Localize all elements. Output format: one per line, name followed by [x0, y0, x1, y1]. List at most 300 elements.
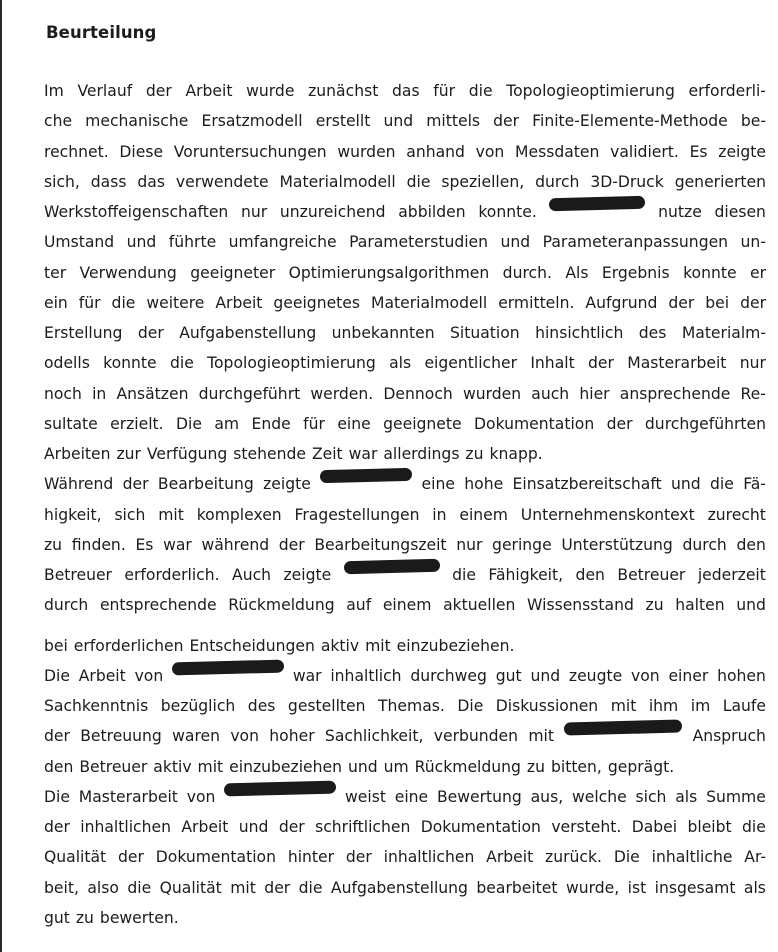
word: aktuellen	[443, 596, 516, 615]
word: geeigneter	[190, 263, 276, 282]
word: sich	[114, 505, 146, 524]
text-line	[44, 167, 766, 197]
word: welche	[571, 787, 627, 806]
word: die	[742, 818, 766, 836]
word: Auch	[232, 566, 272, 584]
word: eine	[337, 414, 371, 433]
word: das	[137, 172, 165, 191]
word: konnte	[683, 263, 737, 282]
word: durch	[535, 172, 580, 191]
word: zur	[116, 445, 141, 463]
word: zeigte	[718, 142, 766, 161]
word: ein	[44, 293, 68, 312]
text-line	[44, 812, 766, 842]
text-line	[44, 500, 766, 530]
word: und	[238, 818, 269, 836]
word: der	[44, 818, 70, 836]
word: erforderli-	[688, 82, 766, 100]
word: und	[736, 596, 766, 615]
word: Fä-	[743, 475, 766, 494]
word: die	[127, 878, 152, 897]
word: konnte.	[478, 203, 537, 221]
word: Im	[44, 82, 64, 100]
word: Entscheidungen	[189, 636, 315, 655]
word: von	[630, 666, 660, 685]
word: inhaltlichen	[80, 818, 171, 836]
word: mit	[528, 727, 554, 746]
word: Die	[613, 848, 640, 867]
word: zurück.	[545, 848, 602, 867]
word: und	[671, 475, 701, 494]
word: entsprechende	[99, 596, 217, 615]
word: als	[675, 787, 698, 806]
text-line	[44, 842, 766, 872]
word: den	[575, 566, 605, 584]
word: bezüglich	[160, 697, 236, 715]
word: der	[278, 818, 305, 836]
redaction-mark	[224, 780, 336, 796]
word: geeignete	[383, 414, 462, 433]
word: durch	[682, 535, 727, 554]
word: Ende	[251, 414, 291, 433]
word: Finite-Elemente-Methode	[532, 112, 728, 131]
word: anhand	[406, 142, 465, 161]
word: Ar-	[744, 848, 766, 867]
word: halten	[675, 596, 725, 615]
word: hinter	[287, 848, 335, 867]
text-line	[44, 318, 766, 348]
word: Verwendung	[79, 263, 177, 282]
text-line	[44, 439, 766, 469]
text-line	[44, 348, 766, 378]
text-line	[44, 721, 766, 751]
word: und	[347, 757, 378, 776]
word: weist	[345, 787, 386, 806]
word: Fragestellungen	[294, 505, 420, 524]
word: die	[710, 475, 734, 494]
text-line	[44, 631, 766, 661]
word: werden.	[310, 384, 374, 403]
word: erzielt.	[110, 414, 164, 433]
word: 3D-Druck	[590, 172, 664, 191]
word: be-	[740, 112, 766, 131]
word: die	[298, 878, 323, 897]
word: also	[87, 878, 119, 897]
word: diesen	[714, 203, 766, 221]
word: sich,	[44, 172, 80, 191]
word: Materialm-	[681, 324, 766, 342]
word: rechnet.	[44, 142, 109, 161]
word: für	[303, 414, 325, 433]
word: der	[345, 848, 372, 867]
word: hier	[579, 384, 610, 403]
word: mit	[197, 757, 224, 776]
word: für	[433, 82, 456, 100]
word: stehende	[233, 445, 306, 463]
word: der	[145, 82, 172, 100]
word: Diese	[119, 142, 164, 161]
word: Bearbeitung	[157, 475, 254, 494]
scan-edge	[0, 0, 2, 952]
word: in	[92, 384, 107, 403]
word: sultate	[44, 414, 98, 433]
word: mit	[158, 505, 184, 524]
word: die	[468, 82, 493, 100]
word: waren	[172, 727, 221, 746]
word: Dokumentation	[155, 848, 276, 867]
word: che	[44, 112, 73, 131]
word: Verfügung	[146, 445, 228, 463]
word: der	[493, 112, 520, 131]
word: Die	[44, 787, 70, 806]
word: Ersatzmodell	[201, 112, 303, 131]
word: un-	[740, 233, 766, 252]
word: zu	[44, 535, 63, 554]
word: Parameteranpassungen	[542, 233, 729, 252]
text-line	[44, 76, 766, 106]
word: insgesamt	[654, 878, 736, 897]
word: mechanische	[85, 112, 189, 131]
word: für	[78, 293, 101, 312]
assessment-text	[44, 76, 766, 933]
word: einer	[668, 666, 709, 685]
word: nur	[456, 535, 483, 554]
word: durchweg	[410, 666, 487, 685]
word: Re-	[740, 384, 766, 403]
word: zurecht	[707, 505, 766, 524]
word: war	[163, 535, 192, 554]
word: der	[122, 475, 149, 494]
word: generierten	[674, 172, 766, 191]
text-line	[44, 379, 766, 409]
word: führte	[168, 233, 217, 252]
word: die	[406, 172, 431, 191]
word: allerdings	[383, 445, 460, 463]
word: zeigte	[263, 475, 311, 494]
word: umfangreiche	[228, 233, 337, 252]
word: der	[278, 535, 305, 554]
word: einzubeziehen.	[396, 636, 515, 655]
word: des	[638, 324, 667, 342]
word: Masterarbeit	[627, 354, 727, 373]
word: Dabei	[631, 818, 678, 836]
word: der	[137, 324, 164, 342]
word: bei	[705, 293, 730, 312]
word: Aufgabenstellung	[330, 878, 468, 897]
word: Topologieoptimierung	[506, 82, 675, 100]
redaction-mark	[564, 720, 682, 736]
word: Werkstoffeigenschaften	[44, 203, 229, 221]
word: den	[736, 535, 766, 554]
word: die	[169, 354, 194, 373]
word: Inhalt	[530, 354, 575, 373]
word: er	[749, 263, 766, 282]
word: die	[452, 566, 476, 584]
word: mittels	[426, 112, 481, 131]
word: mit	[365, 636, 391, 655]
word: Dokumentation	[420, 818, 541, 836]
word: Dennoch	[383, 384, 453, 403]
word: als	[389, 354, 412, 373]
word: mit	[610, 697, 637, 715]
word: Parameterstudien	[349, 233, 489, 252]
word: Summe	[706, 787, 766, 806]
word: durchgeführt	[198, 384, 301, 403]
word: finden.	[71, 535, 126, 554]
word: Fähigkeit,	[488, 566, 564, 584]
word: beit,	[44, 878, 79, 897]
word: bitten,	[550, 757, 602, 776]
redaction-mark	[320, 468, 412, 483]
word: Rückmeldung	[414, 757, 521, 776]
word: knapp.	[489, 445, 543, 463]
word: aktiv	[153, 757, 192, 776]
text-line	[44, 106, 766, 136]
word: Rückmeldung	[228, 596, 335, 615]
word: einem	[459, 505, 508, 524]
word: inhaltlich	[330, 666, 402, 685]
word: erforderlich.	[124, 566, 220, 584]
text-line	[44, 661, 766, 691]
word: weitere	[146, 293, 205, 312]
word: und	[383, 112, 414, 131]
word: inhaltliche	[651, 848, 733, 867]
word: Die	[457, 697, 484, 715]
word: Voruntersuchungen	[173, 142, 327, 161]
word: unzureichend	[279, 203, 386, 221]
word: mit	[230, 878, 256, 897]
word: Topologieoptimierung	[207, 354, 376, 373]
text-line	[44, 782, 766, 812]
text-line	[44, 903, 766, 933]
word: noch	[44, 384, 82, 403]
word: Arbeit	[215, 293, 263, 312]
redaction-mark	[549, 196, 645, 212]
word: Erstellung	[44, 324, 123, 342]
text-line	[44, 560, 766, 590]
word: validiert.	[610, 142, 679, 161]
word: wurde,	[565, 878, 620, 897]
word: verwendete	[175, 172, 269, 191]
word: der	[668, 293, 695, 312]
word: Betreuer	[44, 566, 112, 584]
word: einem	[382, 596, 432, 615]
word: eigentlicher	[424, 354, 517, 373]
word: Die	[176, 414, 202, 433]
text-line	[44, 258, 766, 288]
word: Sachkenntnis	[44, 697, 149, 715]
word: bearbeitet	[476, 878, 558, 897]
word: Betreuer	[617, 566, 686, 584]
word: der	[740, 293, 766, 312]
word: Einsatzbereitschaft	[512, 475, 662, 494]
word: zu	[526, 757, 545, 776]
word: Arbeit	[486, 848, 534, 867]
word: hinsichtlich	[535, 324, 624, 342]
word: zeugte	[568, 666, 623, 685]
word: auf	[346, 596, 372, 615]
word: Betreuer	[79, 757, 148, 776]
word: inhaltlichen	[383, 848, 475, 867]
word: der	[588, 354, 614, 373]
word: Ergebnis	[601, 263, 670, 282]
word: hoher	[269, 727, 315, 746]
text-line	[44, 469, 766, 499]
word: der	[264, 878, 291, 897]
word: einzubeziehen	[229, 757, 342, 776]
word: konnte	[103, 354, 157, 373]
word: Zeit	[311, 445, 343, 463]
word: bleibt	[687, 818, 732, 836]
word: am	[214, 414, 240, 433]
word: Situation	[450, 324, 520, 342]
word: Bearbeitungszeit	[314, 535, 447, 554]
word: von	[475, 142, 505, 161]
word: komplexen	[196, 505, 282, 524]
word: wurden	[462, 384, 522, 403]
word: schriftlichen	[315, 818, 411, 836]
word: den	[44, 757, 74, 776]
word: geprägt.	[607, 757, 675, 776]
word: war	[292, 666, 322, 685]
word: als	[743, 878, 766, 897]
word: Aufgrund	[585, 293, 658, 312]
text-line	[44, 288, 766, 318]
word: der	[118, 848, 144, 867]
word: Anspruch	[692, 727, 766, 746]
word: wurde	[246, 82, 295, 100]
word: Umstand	[44, 233, 115, 252]
word: jederzeit	[697, 566, 766, 584]
word: Unternehmenskontext	[520, 505, 695, 524]
word: ist	[627, 878, 647, 897]
word: in	[432, 505, 447, 524]
word: und	[500, 233, 531, 252]
text-line	[44, 873, 766, 903]
word: ihm	[648, 697, 679, 715]
text-line	[44, 530, 766, 560]
word: erstellt	[315, 112, 371, 131]
word: das	[391, 82, 420, 100]
word: Sachlichkeit,	[324, 727, 424, 746]
text-line	[44, 752, 766, 782]
word: um	[383, 757, 409, 776]
text-line	[44, 590, 766, 620]
word: Bewertung	[436, 787, 522, 806]
word: odells	[44, 354, 90, 373]
word: von	[134, 666, 164, 685]
word: und	[126, 233, 157, 252]
word: nur	[241, 203, 268, 221]
word: bei	[44, 636, 68, 655]
word: die	[111, 293, 136, 312]
word: und	[530, 666, 561, 685]
word: zu	[645, 596, 664, 615]
word: Unterstützung	[561, 535, 673, 554]
word: zu	[465, 445, 484, 463]
word: Arbeit	[181, 818, 229, 836]
word: Während	[44, 475, 114, 494]
word: Arbeiten	[44, 445, 111, 463]
word: hohe	[464, 475, 504, 494]
word: der	[44, 727, 70, 746]
word: der	[606, 414, 633, 433]
word: Materialmodell	[370, 293, 488, 312]
word: war	[348, 445, 378, 463]
word: von	[230, 727, 259, 746]
text-line	[44, 227, 766, 257]
word: Es	[135, 535, 154, 554]
word: ansprechende	[619, 384, 731, 403]
word: im	[690, 697, 711, 715]
word: geeignetes	[273, 293, 361, 312]
word: nur	[739, 354, 766, 373]
text-line	[44, 691, 766, 721]
word: Themas.	[378, 697, 445, 715]
word: geringe	[492, 535, 552, 554]
word: aktiv	[320, 636, 360, 655]
word: higkeit,	[44, 505, 102, 524]
word: durch	[44, 596, 89, 615]
word: ter	[44, 263, 67, 282]
word: sich	[635, 787, 667, 806]
word: erforderlichen	[73, 636, 184, 655]
word: Laufe	[722, 697, 766, 715]
word: Es	[689, 142, 708, 161]
word: Aufgabenstellung	[179, 324, 317, 342]
word: Qualität	[159, 878, 222, 897]
word: speziellen,	[441, 172, 525, 191]
word: Betreuung	[80, 727, 162, 746]
word: gut	[44, 908, 70, 927]
word: hohen	[717, 666, 766, 685]
word: wurden	[337, 142, 396, 161]
word: gestellten	[287, 697, 366, 715]
word: von	[186, 787, 216, 806]
word: ermitteln.	[498, 293, 575, 312]
redaction-mark	[172, 659, 284, 675]
word: verbunden	[433, 727, 519, 746]
word: Wissensstand	[527, 596, 634, 615]
word: gut	[495, 666, 522, 685]
word: unbekannten	[331, 324, 435, 342]
text-line	[44, 137, 766, 167]
word: Messdaten	[515, 142, 600, 161]
word: auch	[531, 384, 570, 403]
word: Masterarbeit	[78, 787, 178, 806]
word: versteht.	[551, 818, 622, 836]
word: Arbeit	[78, 666, 126, 685]
word: bewerten.	[99, 908, 179, 927]
word: Materialmodell	[279, 172, 396, 191]
redaction-mark	[344, 559, 440, 575]
word: dass	[90, 172, 127, 191]
word: Qualität	[44, 848, 107, 867]
word: durch.	[502, 263, 552, 282]
word: abbilden	[398, 203, 466, 221]
word: Die	[44, 666, 70, 685]
word: aus,	[530, 787, 564, 806]
word: nutze	[658, 203, 702, 221]
word: eine	[421, 475, 455, 494]
word: eine	[394, 787, 429, 806]
word: Verlauf	[77, 82, 133, 100]
word: Optimierungsalgorithmen	[288, 263, 490, 282]
word: zeigte	[283, 566, 332, 584]
text-line	[44, 409, 766, 439]
word: während	[201, 535, 270, 554]
word: zu	[75, 908, 94, 927]
